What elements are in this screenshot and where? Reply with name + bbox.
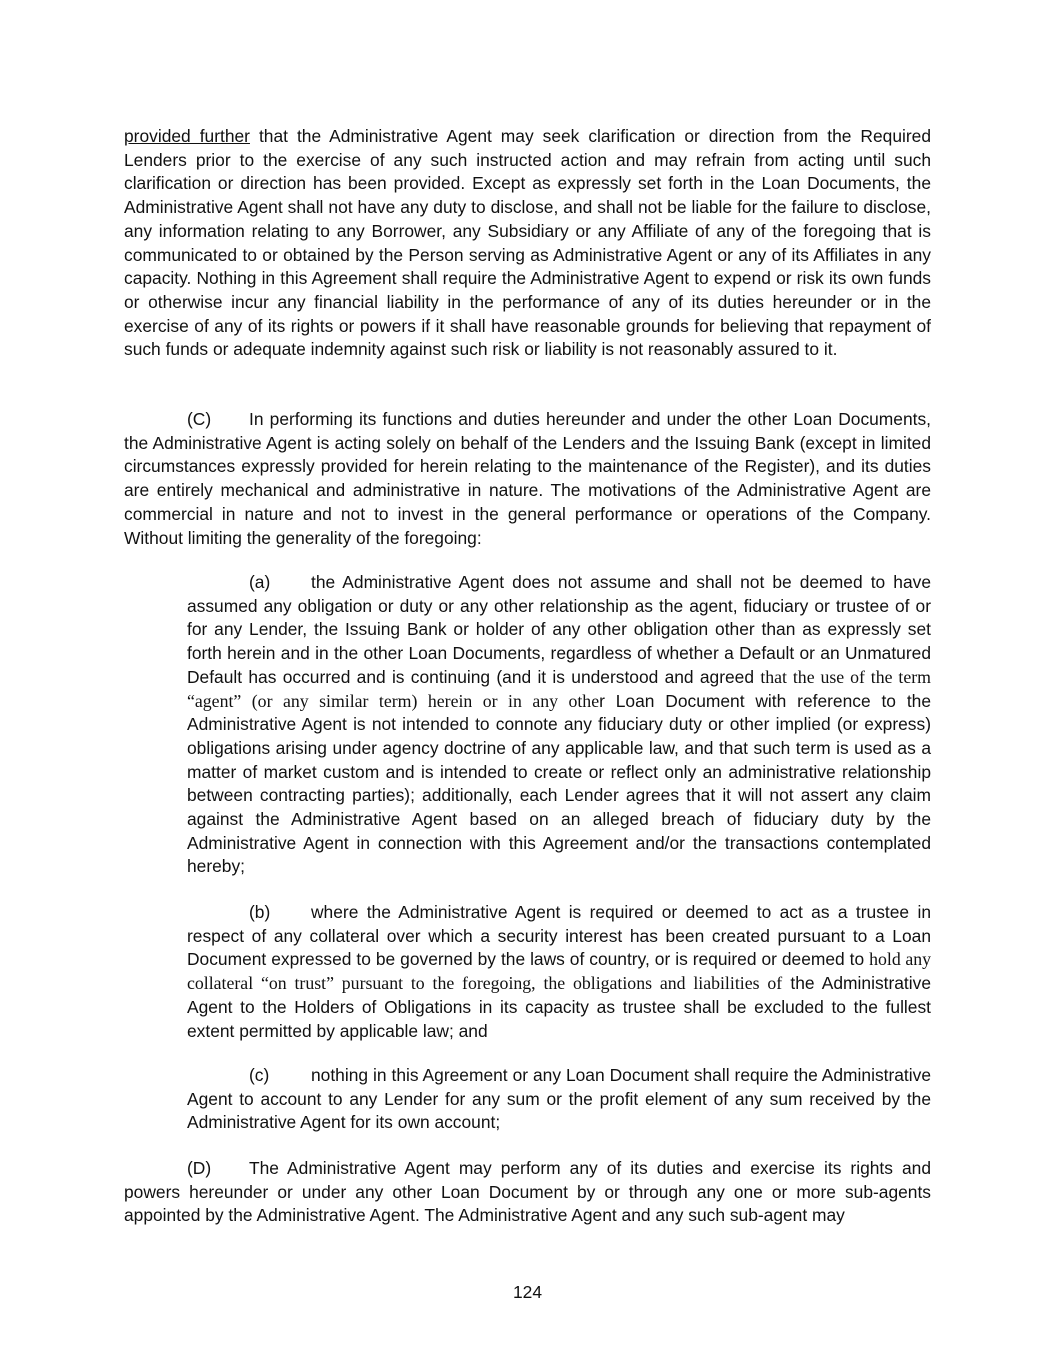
subparagraph-text: nothing in this Agreement or any Loan Document shall require the Administrative Agent to account to any Lender for any sum or the profit element of any sum received by the Administrative Agent for its own account; (187, 1065, 931, 1133)
subparagraph-text: r Loan Document with reference to the Administrative Agent is not intended to connote any fiduciary duty or other implied (or express) obligations arising under agency doctrine of any applicable law, and that such term is used as a matter of market custom and is intended to create or reflect only an administrative relationship between contracting parties); additionally, each Lender agrees that it will not assert any claim against the Administrative Agent based on an alleged breach of fiduciary duty by the Administrative Agent in connection with this Agreement and/or the transactions contemplated hereby; (187, 690, 931, 877)
page-number: 124 (512, 1282, 542, 1302)
subparagraph-a (187, 571, 931, 879)
paragraph-provided-further (124, 125, 931, 362)
subparagraph-b (187, 901, 931, 1043)
subparagraph-marker: (c) (249, 1065, 270, 1085)
subparagraph-text: the Administrative Agent to the Holders of Obligations in its capacity as trustee shall be excluded to the fullest extent permitted by applicable law; and (187, 973, 931, 1041)
subparagraph-text: where the Administrative Agent is required or deemed to act as a trustee in respect of any collateral over which a security interest has been created pursuant to a Loan Document expressed to be governed by the laws of country, or is required or deemed to (187, 902, 931, 970)
paragraph-text: The Administrative Agent may perform any of its duties and exercise its rights and powers hereunder or under any other Loan Document by or through any one or more sub-agents appointed by the Administrative Agent. The Administrative Agent and any such sub-agent may (124, 1158, 931, 1226)
subparagraph-marker: (b) (249, 902, 271, 922)
subparagraph-text: the Administrative Agent does not assume and shall not be deemed to have assumed any obligation or duty or any other relationship as the agent, fiduciary or trustee of or for any Lender, the Issuing Bank or holder of any other obligation other than as expressly set forth herein and in the other Loan Documents, regardless of whether a Default or an Unmatured Default has occurred and is continuing (and it is understood and agreed (187, 572, 931, 687)
subparagraph-text-serif: hold any collateral “on trust” pursuant to the foregoing, the obligations and liabilities of (187, 949, 931, 994)
paragraph-text: In performing its functions and duties hereunder and under the other Loan Documents, the Administrative Agent is acting solely on behalf of the Lenders and the Issuing Bank (except in limited circumstances expressly provided for herein relating to the maintenance of the Register), and its duties are entirely mechanical and administrative in nature. The motivations of the Administrative Agent are commercial in nature and not to invest in the general performance or operations of the Company. Without limiting the generality of the foregoing: (124, 409, 931, 548)
subparagraph-marker: (a) (249, 572, 271, 592)
paragraph-c (124, 408, 931, 550)
underlined-lead: provided further (124, 126, 250, 146)
subparagraph-text-serif: that the use of the term “agent” (or any similar term) herein or in any othe (187, 666, 932, 711)
subparagraph-c (187, 1064, 931, 1135)
paragraph-marker: (D) (187, 1158, 212, 1178)
paragraph-text: that the Administrative Agent may seek clarification or direction from the Required Lenders prior to the exercise of any such instructed action and may refrain from acting until such clarification or direction has been provided. Except as expressly set forth in the Loan Documents, the Administrative Agent shall not have any duty to disclose, and shall not be liable for the failure to disclose, any information relating to any Borrower, any Subsidiary or any Affiliate of any of the foregoing that is communicated to or obtained by the Person serving as Administrative Agent or any of its Affiliates in any capacity. Nothing in this Agreement shall require the Administrative Agent to expend or risk its own funds or otherwise incur any financial liability in the performance of any of its duties hereunder or in the exercise of any of its rights or powers if it shall have reasonable grounds for believing that repayment of such funds or adequate indemnity against such risk or liability is not reasonably assured to it. (124, 126, 931, 360)
paragraph-marker: (C) (187, 409, 212, 429)
paragraph-d (124, 1157, 931, 1228)
